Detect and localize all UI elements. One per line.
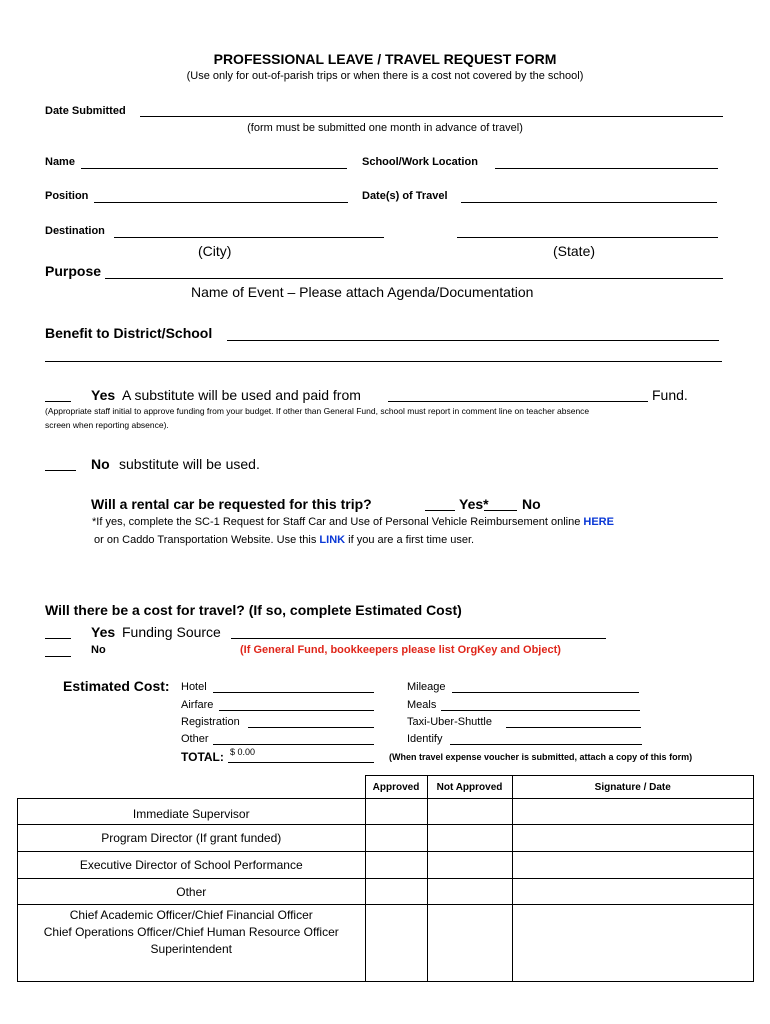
not-approved-cell[interactable] [427,905,512,982]
sub-fund-field[interactable] [388,401,648,402]
rental-no-line[interactable] [489,510,517,511]
meals-field[interactable] [441,710,640,711]
table-row [18,825,754,852]
hotel-field[interactable] [213,692,374,693]
registration-label: Registration [181,716,240,728]
table-row [18,799,754,825]
table-row [18,852,754,879]
estimated-cost-label: Estimated Cost: [63,678,170,694]
rental-no-label: No [522,496,541,512]
sub-note-line2: screen when reporting absence). [45,420,169,430]
airfare-label: Airfare [181,699,214,711]
rental-line2: or on Caddo Transportation Website. Use this LINK if you are a first time user. [94,534,475,546]
purpose-label: Purpose [45,263,102,279]
sub-no-text: substitute will be used. [119,456,260,472]
not-approved-cell[interactable] [427,879,512,905]
signature-cell[interactable] [512,905,754,982]
header-not-approved: Not Approved [427,776,512,799]
table-row [18,879,754,905]
name-field[interactable] [81,168,347,169]
taxi-label: Taxi-Uber-Shuttle [407,716,492,728]
dates-field[interactable] [461,202,717,203]
general-fund-note: (If General Fund, bookkeepers please list OrgKey and Object) [240,644,561,656]
role-superintendent: Superintendent [150,942,232,956]
not-approved-cell[interactable] [427,799,512,825]
cost-yes-initial[interactable] [45,638,71,639]
cost-question: Will there be a cost for travel? (If so, complete Estimated Cost) [45,602,462,618]
benefit-label: Benefit to District/School [45,325,213,341]
signature-cell[interactable] [512,852,754,879]
voucher-note: (When travel expense voucher is submitted, attach a copy of this form) [389,752,693,762]
meals-label: Meals [407,699,437,711]
rental-question: Will a rental car be requested for this trip? [91,496,372,512]
mileage-field[interactable] [452,692,639,693]
funding-source-field[interactable] [231,638,606,639]
name-label: Name [45,156,75,168]
hotel-label: Hotel [181,681,207,693]
dates-label: Date(s) of Travel [362,190,448,202]
rental-yes-initial[interactable] [425,510,455,511]
link-link[interactable]: LINK [319,534,346,546]
date-submitted-field[interactable] [140,116,723,117]
taxi-field[interactable] [506,727,641,728]
rental-yes-label: Yes* [459,496,489,512]
total-value[interactable]: $ 0.00 [230,747,256,757]
funding-source-label: Funding Source [122,624,221,640]
sub-no-label: No [91,456,110,472]
registration-field[interactable] [248,727,374,728]
destination-city-field[interactable] [114,237,384,238]
date-submitted-note: (form must be submitted one month in advance of travel) [247,122,523,134]
purpose-note: Name of Event – Please attach Agenda/Documentation [191,284,534,300]
sub-fund-word: Fund. [652,387,688,403]
identify-label: Identify [407,733,443,745]
not-approved-cell[interactable] [427,825,512,852]
role-other: Other [18,879,366,905]
approval-table [17,775,754,982]
approved-cell[interactable] [365,879,427,905]
other-field[interactable] [213,744,374,745]
header-approved: Approved [365,776,427,799]
other-label: Other [181,733,209,745]
sub-yes-initial[interactable] [45,401,71,402]
approved-cell[interactable] [365,799,427,825]
sub-note-line1: (Appropriate staff initial to approve funding from your budget. If other than General Fund, school must report in comment line on teacher absence [45,406,590,416]
cost-no-initial[interactable] [45,656,71,657]
identify-field[interactable] [450,744,642,745]
sub-no-initial[interactable] [45,470,76,471]
header-blank [18,776,366,799]
cost-no-label: No [91,644,106,656]
approved-cell[interactable] [365,905,427,982]
benefit-field-line2[interactable] [45,361,722,362]
destination-state-field[interactable] [457,237,718,238]
role-program-director: Program Director (If grant funded) [18,825,366,852]
form-title: PROFESSIONAL LEAVE / TRAVEL REQUEST FORM [213,51,557,67]
mileage-label: Mileage [407,681,446,693]
signature-cell[interactable] [512,825,754,852]
role-executive-director: Executive Director of School Performance [18,852,366,879]
total-field[interactable] [228,762,374,763]
purpose-field[interactable] [105,278,723,279]
state-label: (State) [553,243,596,259]
here-link[interactable]: HERE [583,516,614,528]
cost-yes-label: Yes [91,624,116,640]
rental-line1: *If yes, complete the SC-1 Request for Staff Car and Use of Personal Vehicle Reimbursement online HERE [92,516,614,528]
date-submitted-label: Date Submitted [45,105,126,117]
approved-cell[interactable] [365,852,427,879]
benefit-field-line1[interactable] [227,340,719,341]
school-field[interactable] [495,168,718,169]
signature-cell[interactable] [512,799,754,825]
school-label: School/Work Location [362,156,478,168]
role-chief-operations: Chief Operations Officer/Chief Human Resource Officer [43,925,339,939]
not-approved-cell[interactable] [427,852,512,879]
role-immediate-supervisor: Immediate Supervisor [18,799,366,825]
sub-yes-label: Yes [91,387,116,403]
destination-label: Destination [45,225,105,237]
sub-yes-text: A substitute will be used and paid from [122,387,361,403]
position-label: Position [45,190,89,202]
form-subtitle: (Use only for out-of-parish trips or when there is a cost not covered by the school) [186,70,584,82]
role-chief-academic: Chief Academic Officer/Chief Financial Officer [69,908,313,922]
city-label: (City) [198,243,232,259]
table-row [18,905,754,982]
role-chief-officers [18,905,366,982]
header-signature: Signature / Date [512,776,754,799]
approved-cell[interactable] [365,825,427,852]
airfare-field[interactable] [219,710,374,711]
position-field[interactable] [94,202,348,203]
total-label: TOTAL: [181,750,224,764]
signature-cell[interactable] [512,879,754,905]
approval-header-row [18,776,754,799]
